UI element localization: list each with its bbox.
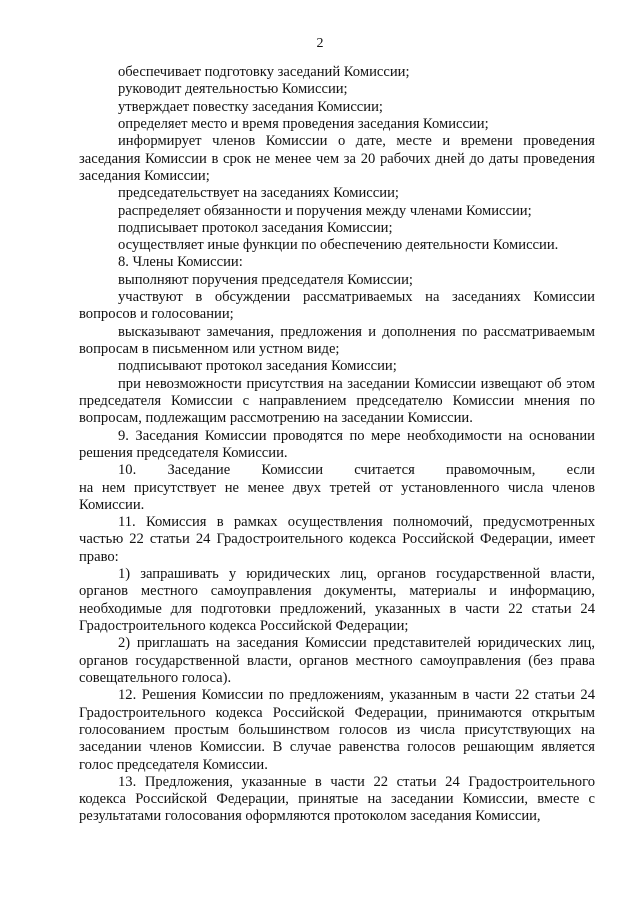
paragraph: 12. Решения Комиссии по предложениям, указанным в части 22 статьи 24 Градостроительного кодекса Российской Федерации, принимаются открытым голосованием простым большинством голосов из числа присутствующих на заседании членов Комиссии. В случае равенства голосов решающим является голос председателя Комиссии. [79,687,595,773]
paragraph: руководит деятельностью Комиссии; [118,81,348,98]
paragraph: подписывают протокол заседания Комиссии; [118,358,397,375]
word: правомочным, [445,462,536,479]
paragraph: утверждает повестку заседания Комиссии; [118,98,383,115]
word: 10. [118,462,137,479]
word: Заседание [167,462,231,479]
paragraph-10-first-line [79,462,595,479]
paragraph-10-rest: на нем присутствует не менее двух третей от установленного числа членов Комиссии. [79,479,595,513]
paragraph: 1) запрашивать у юридических лиц, органов государственной власти, органов местного самоуправления документы, материалы и информацию, необходимые для подготовки предложений, указанных в части 22 статьи 24 Градостроительного кодекса Российской Федерации; [79,566,595,634]
paragraph: 9. Заседания Комиссии проводятся по мере необходимости на основании решения председателя Комиссии. [79,427,595,461]
paragraph: подписывает протокол заседания Комиссии; [118,219,393,236]
paragraph: определяет место и время проведения заседания Комиссии; [118,115,489,132]
paragraph: обеспечивает подготовку заседаний Комиссии; [118,64,410,80]
paragraph: распределяет обязанности и поручения между членами Комиссии; [118,202,532,219]
paragraph: высказывают замечания, предложения и дополнения по рассматриваемым вопросам в письменном или устном виде; [79,323,595,357]
paragraph: 2) приглашать на заседания Комиссии представителей юридических лиц, органов государственной власти, органов местного самоуправления (без права совещательного голоса). [79,635,595,686]
document-body [79,64,595,826]
paragraph: 13. Предложения, указанные в части 22 статьи 24 Градостроительного кодекса Российской Федерации, принятые на заседании Комиссии, вместе с результатами голосования оформляются протоколом заседания Комиссии, [79,773,595,825]
paragraph: 11. Комиссия в рамках осуществления полномочий, предусмотренных частью 22 статьи 24 Градостроительного кодекса Российской Федерации, имеет право: [79,514,595,565]
paragraph: участвуют в обсуждении рассматриваемых на заседаниях Комиссии вопросов и голосовании; [79,289,595,323]
paragraph: информирует членов Комиссии о дате, месте и времени проведения заседания Комиссии в срок не менее чем за 20 рабочих дней до даты проведения заседания Комиссии; [79,133,595,184]
page-number: 2 [316,36,324,51]
paragraph: выполняют поручения председателя Комиссии; [118,271,413,288]
paragraph: при невозможности присутствия на заседании Комиссии извещают об этом председателя Комиссии с направлением председателю Комиссии мнения по вопросам, подлежащим рассмотрению на заседании Комиссии. [79,375,595,427]
word: Комиссии [261,462,324,479]
paragraph: осуществляет иные функции по обеспечению деятельности Комиссии. [118,237,559,254]
paragraph-10 [79,462,595,514]
word: если [566,462,595,479]
word: считается [354,462,415,479]
paragraph: председательствует на заседаниях Комиссии; [118,185,399,202]
section-heading: 8. Члены Комиссии: [118,254,243,271]
